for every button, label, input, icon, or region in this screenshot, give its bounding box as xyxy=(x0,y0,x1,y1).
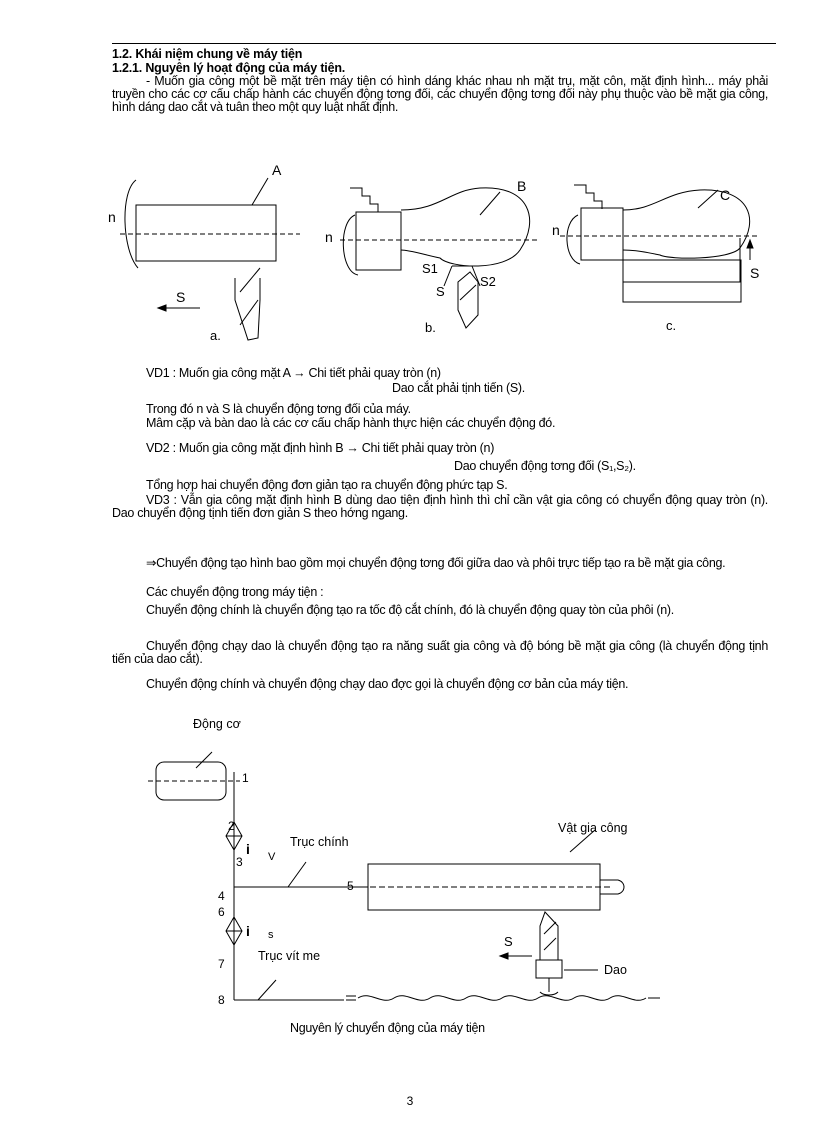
gear-iv-sub: V xyxy=(268,851,276,863)
fig-b-caption: b. xyxy=(425,320,436,335)
node-6: 6 xyxy=(218,905,225,919)
feed-motion-paragraph: Chuyển động chạy dao là chuyển động tạo ra năng suất gia công và độ bóng bề mặt gia công (là chuyển động tịnh tiến của dao cắt). xyxy=(112,639,768,666)
fig-c-caption: c. xyxy=(666,318,677,333)
fig-b-s1-label: S1 xyxy=(422,261,438,276)
node-3: 3 xyxy=(236,855,243,869)
vd1-line2: Dao cắt phải tịnh tiến (S). xyxy=(392,381,525,395)
fig-a xyxy=(120,178,300,340)
basic-motion-paragraph: Chuyển động chính và chuyển động chạy dao đợc gọi là chuyển động cơ bản của máy tiện. xyxy=(146,677,629,691)
vd3-paragraph: VD3 : Vẫn gia công mặt định hình B dùng dao tiện định hình thì chỉ cần vật gia công có chuyển động quay tròn (n). Dao chuyển động tịnh tiến đơn giản S theo hớng ngang. xyxy=(112,493,768,520)
motor-label: Động cơ xyxy=(193,717,241,731)
vd1-line1: VD1 : Muốn gia công mặt A → Chi tiết phải quay tròn (n) xyxy=(146,366,441,380)
fig-c-n-label: n xyxy=(552,222,560,238)
fig-b-s-label: S xyxy=(436,284,445,299)
fig-b xyxy=(340,188,540,328)
fig-a-caption: a. xyxy=(210,328,221,343)
top-rule xyxy=(112,43,776,44)
node-5: 5 xyxy=(347,879,354,893)
sum-paragraph: Tổng hợp hai chuyển động đơn giản tạo ra chuyển động phức tạp S. xyxy=(146,478,508,492)
intro-paragraph: - Muốn gia công một bề mặt trên máy tiện có hình dáng khác nhau nh mặt trụ, mặt côn, mặt định hình... máy phải truyền cho các cơ cấu chấp hành các chuyển động tơng đối, các chuyển động tơng đối này phụ thuộc vào bề mặt gia công, hình dáng dao cắt và tuân theo một quy luật nhất định. xyxy=(112,74,768,114)
figure2-caption: Nguyên lý chuyển động của máy tiện xyxy=(290,1021,485,1035)
main-motion-paragraph: Chuyển động chính là chuyển động tạo ra tốc độ cắt chính, đó là chuyển động quay tòn của phôi (n). xyxy=(146,603,674,617)
fig-a-part-label: A xyxy=(272,162,282,178)
figure-lathe-scheme xyxy=(140,712,740,1032)
fig-a-n-label: n xyxy=(108,209,116,225)
section-title: 1.2. Khái niệm chung về máy tiện xyxy=(112,47,303,61)
fig-b-part-label: B xyxy=(517,178,527,194)
tool-label: Dao xyxy=(604,963,627,977)
node-8: 8 xyxy=(218,993,225,1007)
node-4: 4 xyxy=(218,889,225,903)
spindle-label: Trục chính xyxy=(290,835,349,849)
fig-b-s2-label: S2 xyxy=(480,274,496,289)
feed-s-label: S xyxy=(504,934,513,949)
where-paragraph: Trong đó n và S là chuyển động tơng đối của máy. xyxy=(146,402,411,416)
gear-iv-label: i xyxy=(246,841,250,857)
chuck-paragraph: Mâm cặp và bàn dao là các cơ cấu chấp hành thực hiện các chuyển động đó. xyxy=(146,416,556,430)
fig-a-s-label: S xyxy=(176,289,186,305)
tool-shape xyxy=(540,912,558,960)
fig-b-n-label: n xyxy=(325,229,333,245)
node-2: 2 xyxy=(228,819,235,833)
fig-c-part-label: C xyxy=(720,187,731,203)
conclusion-paragraph: ⇒Chuyển động tạo hình bao gồm mọi chuyển động tơng đối giữa dao và phôi trực tiếp tạo ra bề mặt gia công. xyxy=(146,556,726,570)
workpiece-label: Vật gia công xyxy=(558,821,628,835)
node-7: 7 xyxy=(218,957,225,971)
leadscrew-label: Trục vít me xyxy=(258,949,321,963)
figure-surface-types xyxy=(100,160,780,343)
gear-is-sub: s xyxy=(268,929,274,941)
vd2-line1: VD2 : Muốn gia công mặt định hình B → Chi tiết phải quay tròn (n) xyxy=(146,441,495,455)
section-subtitle: 1.2.1. Nguyên lý hoạt động của máy tiện. xyxy=(112,61,346,75)
gear-is-label: i xyxy=(246,923,250,939)
motions-intro: Các chuyển động trong máy tiện : xyxy=(146,585,324,599)
vd2-line2: Dao chuyển động tơng đối (S₁,S₂). xyxy=(454,459,636,473)
page-number: 3 xyxy=(406,1094,414,1108)
node-1: 1 xyxy=(242,771,249,785)
fig-c-s-label: S xyxy=(750,265,760,281)
